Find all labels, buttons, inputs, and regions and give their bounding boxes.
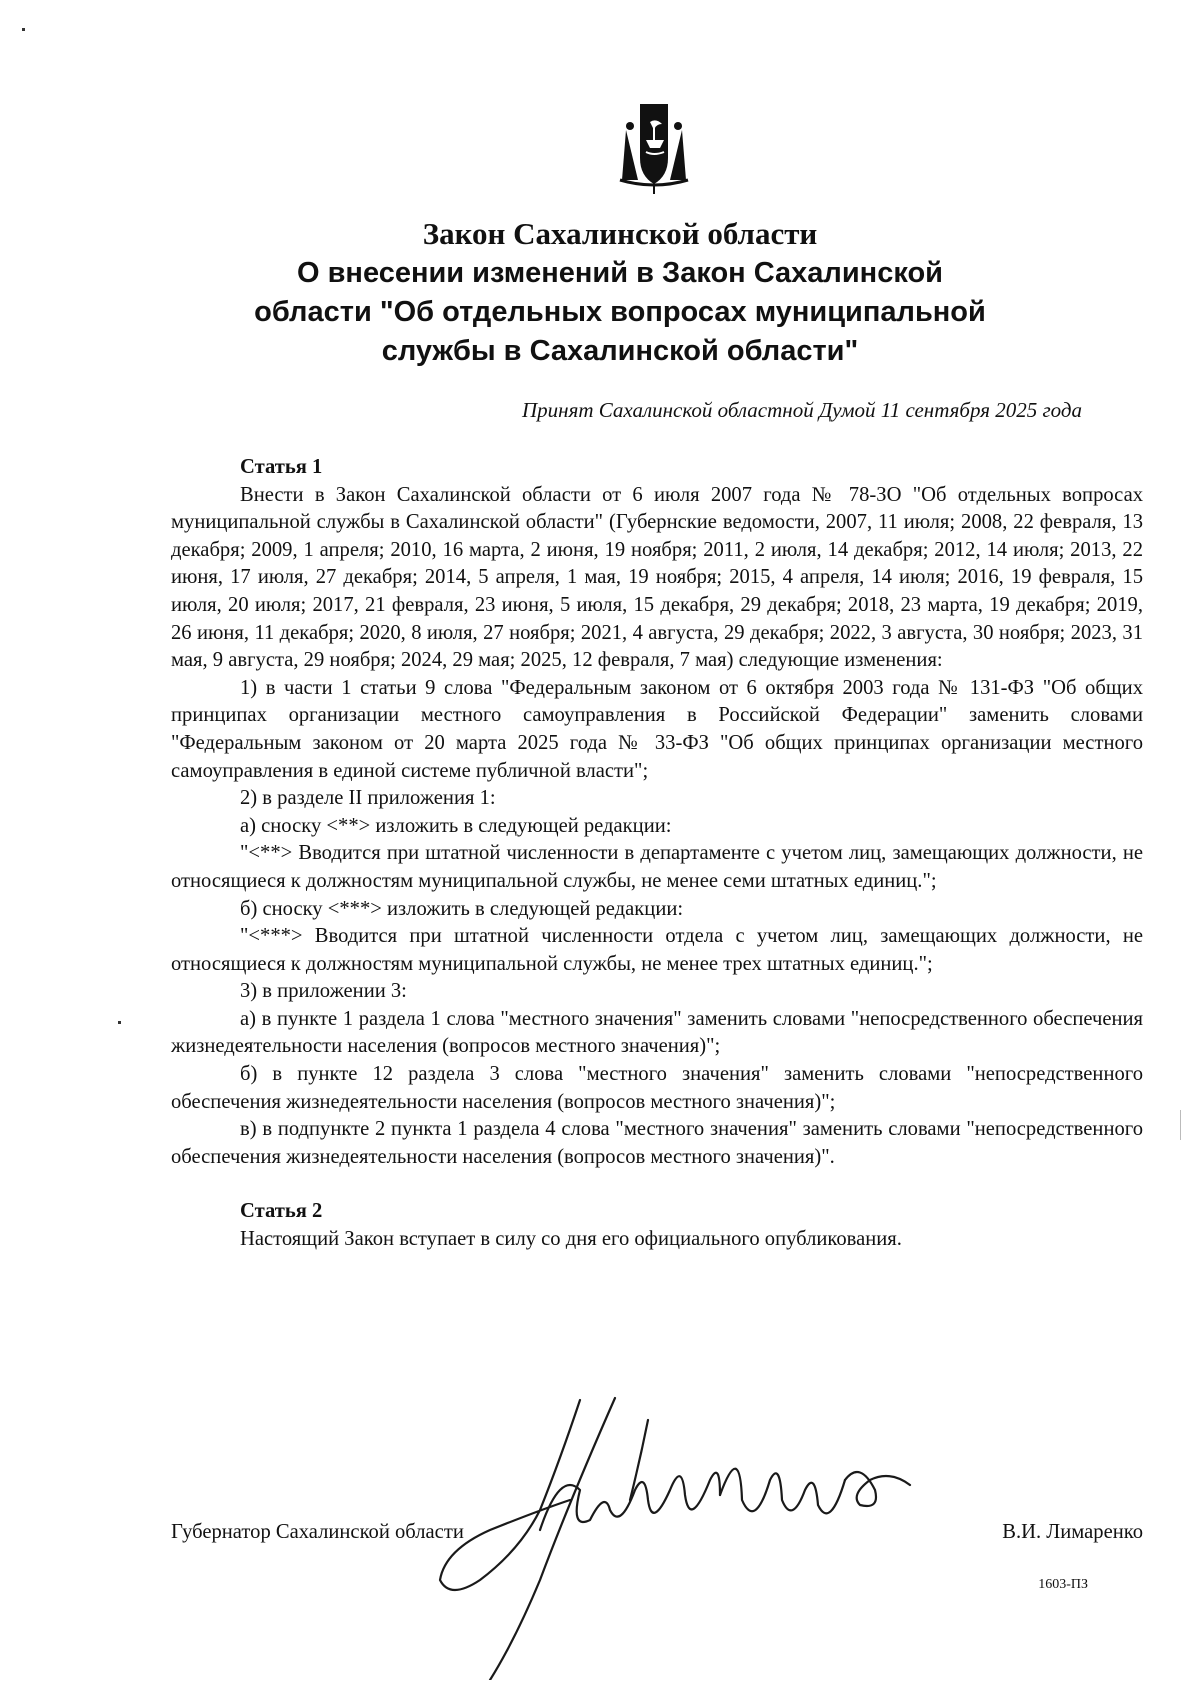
spacer xyxy=(171,1171,1143,1198)
article-1-item-3a: а) в пункте 1 раздела 1 слова "местного значения" заменить словами "непосредственного обеспечения жизнедеятельности населения (вопросов местного значения)"; xyxy=(171,1007,1143,1058)
scan-speck xyxy=(118,1021,121,1024)
article-1-item-3b: б) в пункте 12 раздела 3 слова "местного значения" заменить словами "непосредственного обеспечения жизнедеятельности населения (вопросов местного значения)"; xyxy=(171,1063,1143,1113)
article-1-heading: Статья 1 xyxy=(240,456,323,478)
article-1-item-3: 3) в приложении 3: xyxy=(240,980,407,1003)
adoption-note: Принят Сахалинской областной Думой 11 сентября 2025 года xyxy=(521,398,1082,422)
title-line-1: Закон Сахалинской области xyxy=(422,216,818,251)
sakhalin-coat-of-arms-icon xyxy=(616,100,692,196)
article-1-item-2: 2) в разделе II приложения 1: xyxy=(240,787,496,810)
article-1-intro: Внести в Закон Сахалинской области от 6 июля 2007 года № 78-ЗО "Об отдельных вопросах муниципальной службы в Сахалинской области" (Губернские ведомости, 2007, 11 июля; 2008, 22 февраля, 13 декабря; 2009, 1 апреля; 2010, 16 марта, 2 июня, 19 ноября; 2011, 2 июля, 14 декабря; 2012, 14 июля; 2013, 22 июня, 17 июля, 27 декабря; 2014, 5 апреля, 1 мая, 19 ноября; 2015, 4 апреля, 14 июля; 2016, 19 февраля, 15 июля, 20 июля; 2017, 21 февраля, 23 июня, 5 июля, 15 декабря, 29 декабря; 2018, 23 марта, 19 декабря; 2019, 26 июня, 11 декабря; 2020, 8 июля, 27 ноября; 2021, 4 августа, 29 декабря; 2022, 3 августа, 30 ноября; 2023, 31 мая, 9 августа, 29 ноября; 2024, 29 мая; 2025, 12 февраля, 7 мая) следующие изменения: xyxy=(171,483,1143,672)
title-line-2: О внесении изменений в Закон Сахалинской xyxy=(296,257,943,289)
document-code: 1603-ПЗ xyxy=(1038,1577,1088,1592)
scan-speck xyxy=(1180,1110,1181,1140)
article-1-item-2b-text: "<***> Вводится при штатной численности отдела с учетом лиц, замещающих должности, не относящиеся к должностям муниципальной службы, не менее трех штатных единиц."; xyxy=(171,925,1143,975)
law-title xyxy=(170,214,1070,371)
article-2-heading: Статья 2 xyxy=(240,1200,323,1223)
signatory-position: Губернатор Сахалинской области xyxy=(171,1521,464,1543)
article-2-text: Настоящий Закон вступает в силу со дня его официального опубликования. xyxy=(240,1228,902,1251)
article-1-item-2a-text: "<**> Вводится при штатной численности в департаменте с учетом лиц, замещающих должности, не относящиеся к должностям муниципальной службы, не менее семи штатных единиц."; xyxy=(171,842,1143,892)
title-line-3: области "Об отдельных вопросах муниципальной xyxy=(254,296,986,328)
signatory-name: В.И. Лимаренко xyxy=(1002,1521,1143,1543)
article-1-item-3c: в) в подпункте 2 пункта 1 раздела 4 слова "местного значения" заменить словами "непосредственного обеспечения жизнедеятельности населения (вопросов местного значения)". xyxy=(171,1118,1143,1168)
title-line-4: службы в Сахалинской области" xyxy=(381,335,859,367)
article-1-item-2a: а) сноску <**> изложить в следующей редакции: xyxy=(240,814,672,837)
article-1-item-1: 1) в части 1 статьи 9 слова "Федеральным законом от 6 октября 2003 года № 131-ФЗ "Об общих принципах организации местного самоуправления в Российской Федерации" заменить словами "Федеральным законом от 20 марта 2025 года № 33-ФЗ "Об общих принципах организации местного самоуправления в единой системе публичной власти"; xyxy=(171,676,1143,782)
law-body xyxy=(171,454,1143,1254)
scan-speck xyxy=(22,28,25,31)
handwritten-signature-icon xyxy=(420,1380,960,1680)
article-1-item-2b: б) сноску <***> изложить в следующей редакции: xyxy=(240,897,684,920)
